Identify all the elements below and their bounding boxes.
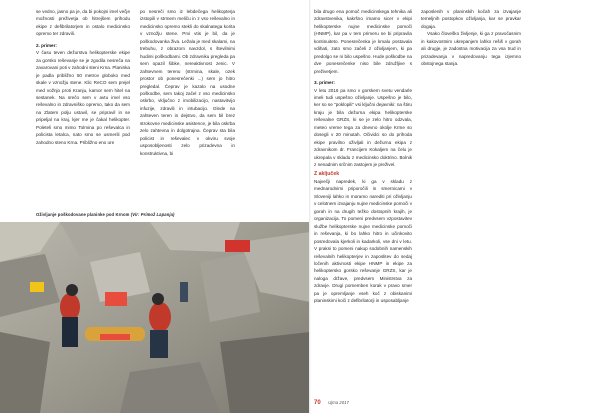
paragraph: bila drugo ena pomoč medicinskega tehnika ali zdravstvenika, kakršno imamo sicer v ekipi helikopterske nujne medicinske pomoči (HNMP), kar pa v tem primeru ne bi pripravila kontinuiteto. Ponesrečenka je kmalu postavala vdihati, zato smo začeli z oživljanjem, ki pa predolgo se ni bilo uspešno. Hude poškodbe na dve ponesrečenke niso bile združljive s preživetjem. bbox=[314, 9, 412, 74]
text-column-1 bbox=[36, 8, 130, 208]
publication-name: Ujma 2017 bbox=[328, 400, 349, 405]
medical-bag bbox=[105, 292, 127, 306]
paragraph: po nesreči smo iz lebdečega helikopterja izstopili v strmem meliču in z vso reševalno in medicinsko opremo stekli do skalnatega korita v vznožju stene. Prvi vtis je bil, da je poškodovanka živa. Ležala je med skalami, na trebuhu, z obrazom navzdol, s številnimi hudimi poškodbami. Ob zdravniku pregleda pa sem opazil šibke, nereaktivnost zenic. V zahtevnem terenu (strmina, skale, ozek prostor ob ponesrečenki ...) sem jo hitro pregledal. Čeprav je kazalo na usodne poškodbe, sem takoj začel z vso medicinsko oskrbo, vključno z imobilizacijo, nastavitvijo infuzije, zdravili in intubacijo. Glede na zahteven teren in dejstvo, da sem bil brez strokovne medicinske asistence, je bila oskrba zelo zahtevna in dolgotrajna. Čeprav sta bila policist in reševalec v okviru svoje usposobljenosti zelo prizadevna in konstruktivna, bi bbox=[140, 9, 235, 156]
conclusion-heading: Z aključek bbox=[314, 170, 340, 177]
spine-gutter bbox=[309, 0, 311, 413]
page-number: 70 bbox=[314, 400, 321, 406]
photo-caption bbox=[36, 212, 246, 217]
caption-credit: (Vir: Primož Lapanja) bbox=[130, 212, 175, 217]
paragraph: V letu 2016 pa smo v gorskem svetu vendarle imeli tudi uspešno oživljanje. Uspešno je bilo, ker so se "poklopili" vsi ključni dejavniki: na štiru kraju je bila dežurna ekipa helikopterske reševalne GRZS, ki se je zelo hitro odzvala, meteo vreme tega za dnevno okolje Krme so dosegli v 20 minutah. Očividci so do prihoda ekipe pravilno oživljali in dežurna ekipa z zdravnikom dr. Francijem Kokaljem na čelu je ukrepala v skladu z medicinsko doktrino. Bolnik z nenadnim srčnim zastojem je preživel. bbox=[314, 87, 412, 168]
page-footer bbox=[314, 400, 349, 406]
paragraph: zaposlenih v planinskih kočah za izvajanje temeljnih postopkov oživljanja, kar se pravkar dogaja. bbox=[421, 9, 521, 29]
paragraph: V času teven dežurstva helikopterske ekipe za gorsko reševanje se je zgodila nesreča na zavarovani poti v zahodni steni Krna. Planinka je padla približno 50 metrov globoko med skale v vznožju stene. Klic ReCO sem prejel med vožnjo proti Kranju, kamor sem hitel na sestanek. Na srečo sem v avtu imel vso reševalno in zdravniško opremo, tako da sem na Zlatem polju ustavil, se pripravil in se pripeljal na kraj, kjer me je čakal helikopter. Poleteli smo mimo Tolmina po reševalca in policista letalca, nato smo se usmerili pod zahodno steno Krna. Približno eno ure bbox=[36, 50, 130, 145]
caption-title: Oživljanje poškodovane planinke pod Krnom bbox=[36, 212, 130, 217]
rescue-photo bbox=[0, 222, 310, 413]
patient-figure bbox=[85, 327, 145, 341]
section-heading: 2. primer: bbox=[36, 42, 57, 48]
text-column-2 bbox=[140, 8, 235, 208]
text-column-4 bbox=[314, 8, 412, 403]
section-heading: 3. primer: bbox=[314, 80, 335, 86]
text-column-5 bbox=[421, 8, 521, 148]
paragraph: Vsako človeško življenje, ki ga z pravočasnim in kakovostnim ukrepanjem lahko rešiš v gorah ali drugje, je zadostna motivacija za vsa trud in prizadevanja v napredovanju tega izjemno obstojnega stanja. bbox=[421, 31, 521, 67]
paragraph: Največji napredek, ki ga v skladu z mednarodnimi priporočili in smernicami v Sloveniji lahko in moramo narediti pri oživljanju v celotnem izvajanju nujne medicinske pomoči v gorah in na drugih težko dostopnih krajih, je organizacija. To pomeni predvsem vzpostavitev službe helikopterske nujne medicinske pomoči in reševanja, ki bo lahko hitro in učinkovito posredovala kjerkoli in kadarkoli, vse dni v letu. V praksi to pomeni nakup sodobnih namenskih reševalnih helikopterjev in zaposlitev do sedaj ločenih aktivnosti ekipe HNMP in ekipe za helikoptersko gorsko reševanje GRZS, kar je naloga države, predvsem Ministrstva za zdravje. Drugi pomemben korak v pravo smer pa je opremljanje vseh koč z obiskanimi planinskimi koči z defibrilatorji in usposabljanje bbox=[314, 178, 412, 304]
paragraph: se vedno, jasno pa je, da bi pokojni imel večje možnosti preživetja ob hitrejšem prihodu ekipe z defibrilatorjem in ostalo medicinsko opremo ter zdravili. bbox=[36, 9, 130, 37]
